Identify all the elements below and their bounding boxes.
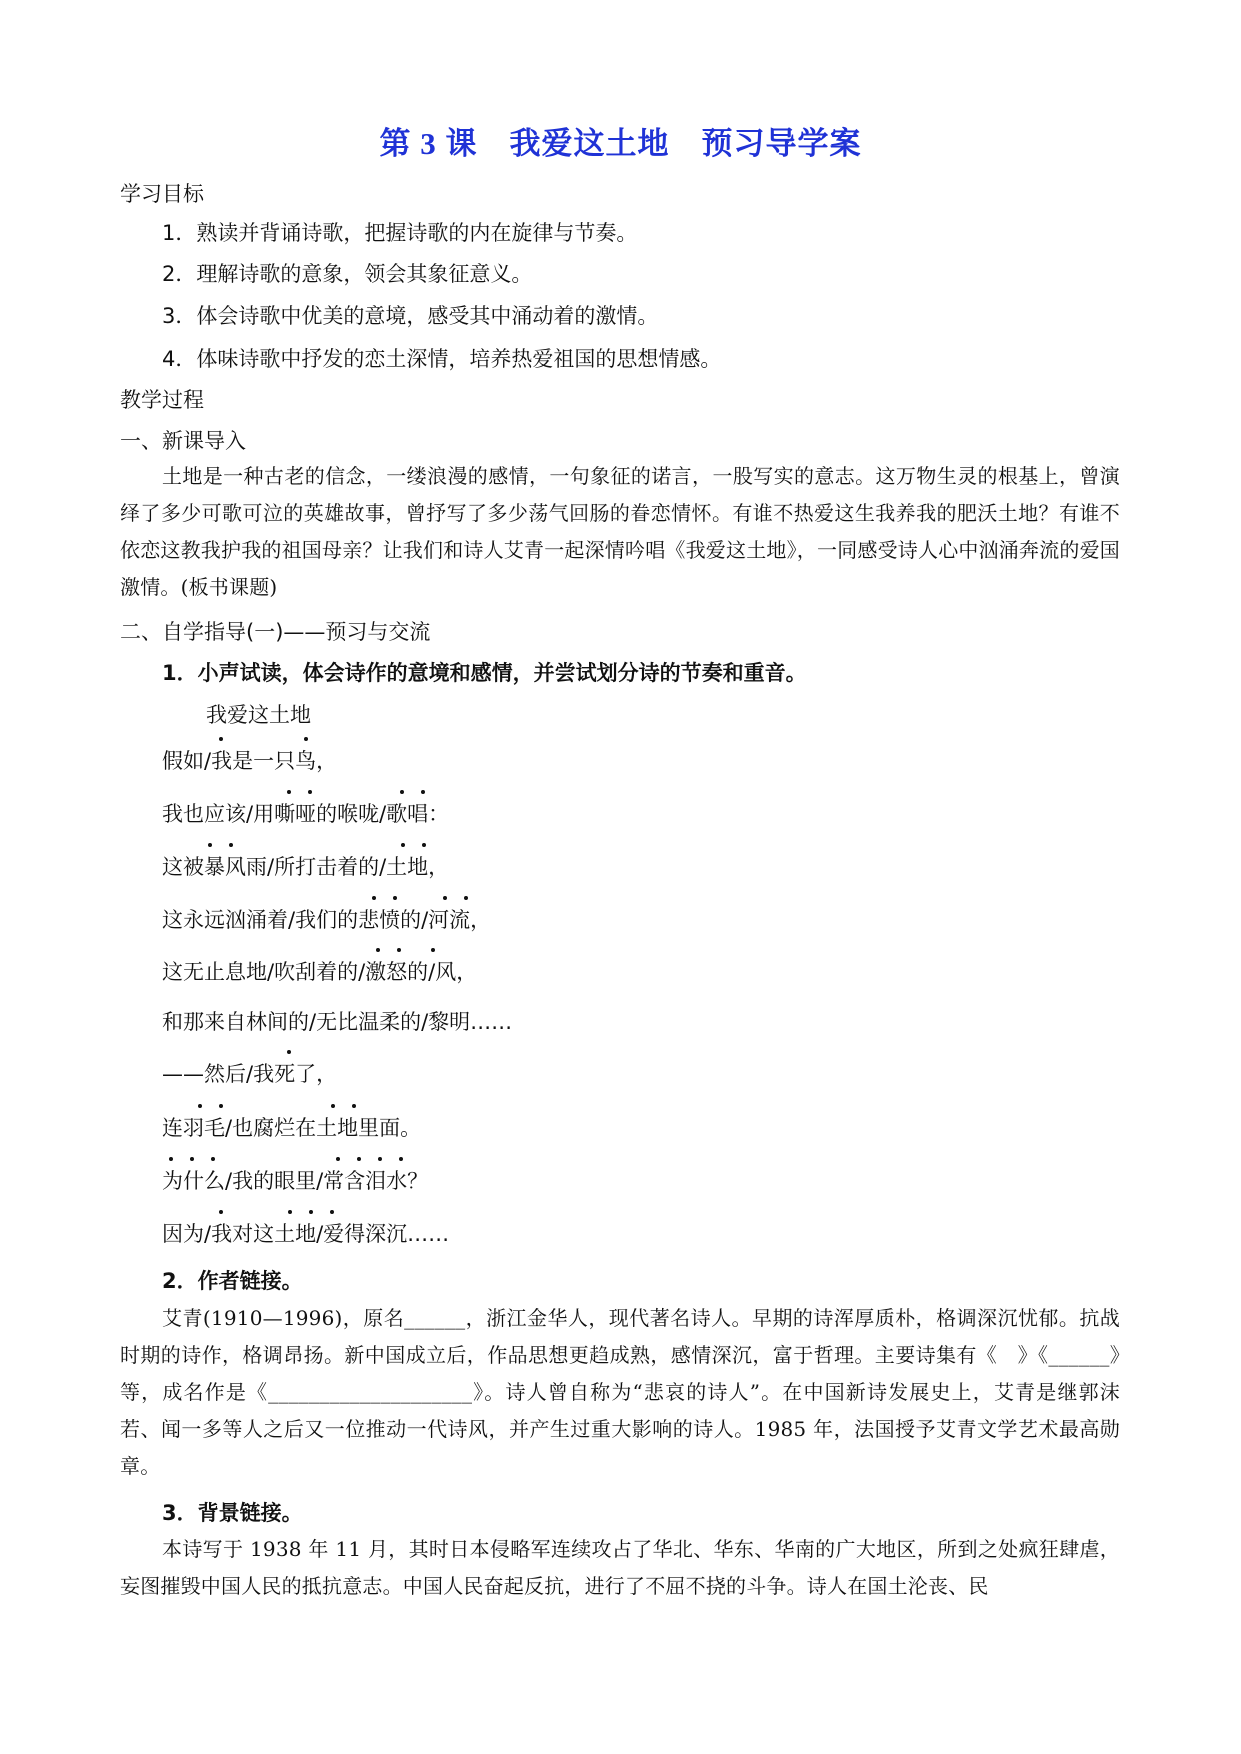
intro-paragraph: 土地是一种古老的信念，一缕浪漫的感情，一句象征的诺言，一股写实的意志。这万物生灵的根基上，曾演绎了多少可歌可泣的英雄故事，曾抒写了多少荡气回肠的眷恋情怀。有谁不热爱这生我养我的肥沃土地？有谁不依恋这教我护我的祖国母亲？让我们和诗人艾青一起深情吟唱《我爱这土地》，一同感受诗人心中汹涌奔流的爱国激情。(板书课题)	[120, 464, 1120, 599]
task-heading: 2．作者链接。	[162, 1269, 303, 1293]
stress-dot	[378, 1157, 382, 1161]
stress-dot	[357, 1157, 361, 1161]
author-paragraph: 艾青(1910—1996)，原名______，浙江金华人，现代著名诗人。早期的诗浑厚质朴，格调深沉忧郁。抗战时期的诗作，格调昂扬。新中国成立后，作品思想更趋成熟，感情深沉，富于哲理。主要诗集有《 》《______》等，成名作是《____________________》。诗人曾自称为“悲哀的诗人”。在中国新诗发展史上，艾青是继郭沫若、闻一多等人之后又一位推动一代诗风，并产生过重大影响的诗人。1985 年，法国授予艾青文学艺术最高勋章。	[120, 1306, 1120, 1478]
stress-dot	[208, 843, 212, 847]
poem-line: 这无止息地/吹刮着的/激怒的/风，	[162, 960, 478, 984]
stress-dot	[399, 1157, 403, 1161]
objective-item: 3．体会诗歌中优美的意境，感受其中涌动着的激情。	[162, 304, 659, 328]
poem-line: 和那来自林间的/无比温柔的/黎明……	[162, 1010, 513, 1034]
stress-dot	[219, 1210, 223, 1214]
poem-line: ——然后/我死了，	[162, 1062, 338, 1086]
stress-dot	[219, 1104, 223, 1108]
poem-line: 连羽毛/也腐烂在土地里面。	[162, 1116, 422, 1140]
poem-line: 这被暴风雨/所打击着的/土地，	[162, 855, 450, 879]
stress-dot	[422, 843, 426, 847]
process-heading: 教学过程	[120, 388, 204, 412]
task-heading: 1．小声试读，体会诗作的意境和感情，并尝试划分诗的节奏和重音。	[162, 661, 807, 685]
task-heading: 3．背景链接。	[162, 1501, 303, 1525]
stress-dot	[331, 1104, 335, 1108]
stress-dot	[400, 790, 404, 794]
stress-dot	[401, 843, 405, 847]
stress-dot	[372, 896, 376, 900]
stress-dot	[330, 1210, 334, 1214]
stress-dot	[336, 1157, 340, 1161]
stress-dot	[198, 1104, 202, 1108]
page-title: 第 3 课 我爱这土地 预习导学案	[379, 126, 862, 161]
stress-dot	[308, 790, 312, 794]
poem-line: 我也应该/用嘶哑的喉咙/歌唱：	[162, 802, 450, 826]
stress-dot	[443, 896, 447, 900]
stress-dot	[464, 896, 468, 900]
poem-line: 这永远汹涌着/我们的悲愤的/河流，	[162, 908, 492, 932]
stress-dot	[219, 737, 223, 741]
objective-item: 2．理解诗歌的意象，领会其象征意义。	[162, 262, 533, 286]
stress-dot	[431, 948, 435, 952]
stress-dot	[304, 737, 308, 741]
poem-title: 我爱这土地	[206, 703, 311, 727]
section-heading: 二、自学指导(一)——预习与交流	[120, 620, 431, 644]
stress-dot	[397, 948, 401, 952]
stress-dot	[169, 1157, 173, 1161]
stress-dot	[376, 948, 380, 952]
stress-dot	[287, 790, 291, 794]
stress-dot	[421, 790, 425, 794]
objective-item: 4．体味诗歌中抒发的恋土深情，培养热爱祖国的思想情感。	[162, 347, 722, 371]
objectives-heading: 学习目标	[120, 182, 204, 206]
objective-item: 1．熟读并背诵诗歌，把握诗歌的内在旋律与节奏。	[162, 221, 638, 245]
stress-dot	[309, 1210, 313, 1214]
poem-line: 假如/我是一只鸟，	[162, 749, 338, 773]
stress-dot	[190, 1157, 194, 1161]
section-heading: 一、新课导入	[120, 429, 246, 453]
poem-line: 为什么/我的眼里/常含泪水？	[162, 1169, 429, 1193]
poem-line: 因为/我对这土地/爱得深沉……	[162, 1222, 450, 1246]
stress-dot	[211, 1157, 215, 1161]
stress-dot	[288, 1210, 292, 1214]
stress-dot	[229, 843, 233, 847]
stress-dot	[287, 1050, 291, 1054]
stress-dot	[352, 1104, 356, 1108]
stress-dot	[393, 896, 397, 900]
background-paragraph: 本诗写于 1938 年 11 月，其时日本侵略军连续攻占了华北、华东、华南的广大地区，所到之处疯狂肆虐，妄图摧毁中国人民的抵抗意志。中国人民奋起反抗，进行了不屈不挠的斗争。诗人在国土沦丧、民	[120, 1537, 1120, 1598]
